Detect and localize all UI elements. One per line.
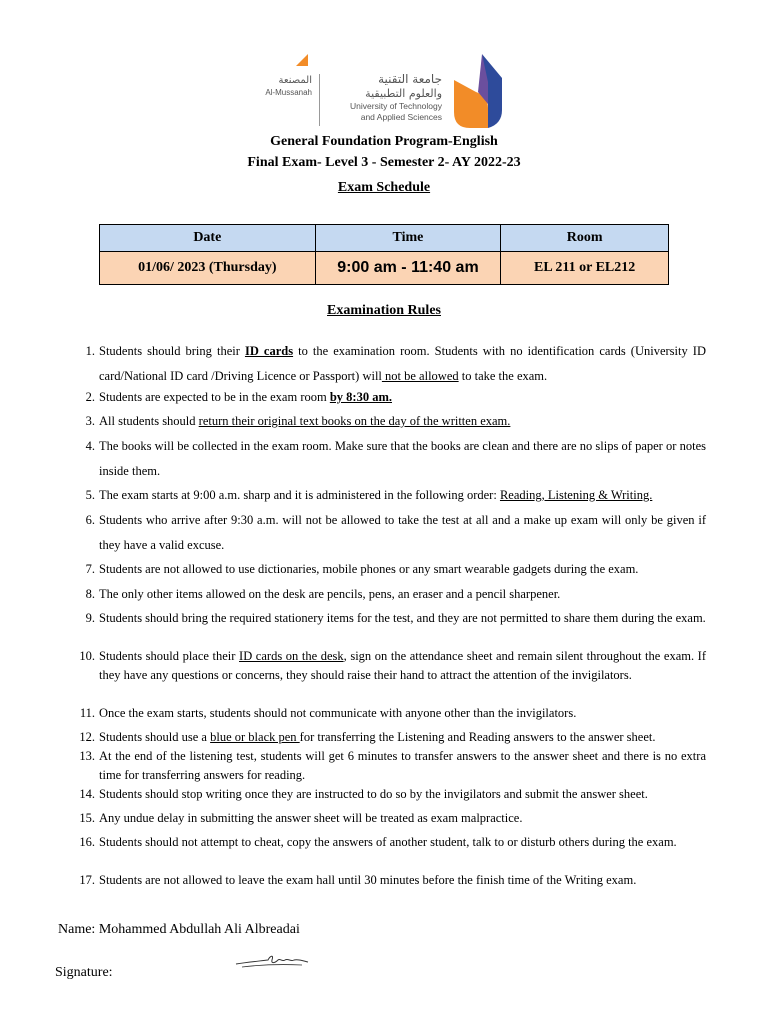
- rule-item-13: 13. At the end of the listening test, students will get 6 minutes to transfer answers to the answer sheet and there is no extra time for transferring answers for reading.: [79, 749, 706, 782]
- cell-room: EL 211 or EL212: [501, 252, 669, 285]
- program-title: General Foundation Program-English: [270, 134, 498, 149]
- rule-item-11: 11. Once the exam starts, students should not communicate with anyone other than the invigilators.: [79, 706, 577, 720]
- campus-name-english: Al-Mussanah: [265, 88, 312, 97]
- rule-item-3: 3. All students should return their original text books on the day of the written exam.: [85, 414, 511, 428]
- rule-item-7: 7. Students are not allowed to use dictionaries, mobile phones or any smart wearable gadgets during the exam.: [85, 562, 639, 576]
- table-header-row: [100, 225, 669, 252]
- campus-triangle-icon: [294, 52, 308, 66]
- logo-divider: [319, 74, 320, 126]
- header-date: Date: [100, 225, 316, 252]
- university-name: [330, 72, 442, 122]
- university-emblem-icon: [448, 52, 508, 132]
- campus-name-arabic: المصنعة: [278, 75, 312, 86]
- exam-title: Final Exam- Level 3 - Semester 2- AY 2022-23: [247, 155, 521, 170]
- university-name-english-line1: University of Technology: [350, 101, 442, 111]
- rule-item-6: 6. Students who arrive after 9:30 a.m. will not be allowed to take the test at all and a make up exam will only be given if they have a valid excuse.: [85, 513, 706, 552]
- rules-heading: Examination Rules: [327, 303, 441, 318]
- rule-item-1: 1. Students should bring their ID cards to the examination room. Students with no identification cards (University ID card/National ID card /Driving Licence or Passport) will not be allowed to take the exam.: [85, 344, 706, 383]
- table-row: [100, 252, 669, 285]
- campus-label: [262, 74, 312, 98]
- cell-date: 01/06/ 2023 (Thursday): [100, 252, 316, 285]
- rule-item-14: 14. Students should stop writing once they are instructed to do so by the invigilators and submit the answer sheet.: [79, 787, 648, 801]
- student-name: Name: Mohammed Abdullah Ali Albreadai: [58, 922, 300, 937]
- university-name-english-line2: and Applied Sciences: [360, 111, 442, 122]
- rule-item-4: 4. The books will be collected in the exam room. Make sure that the books are clean and there are no slips of paper or notes inside them.: [85, 439, 706, 478]
- rule-item-10: 10. Students should place their ID cards on the desk, sign on the attendance sheet and remain silent throughout the exam. If they have any questions or concerns, they should raise their hand to attract the attention of the invigilators.: [79, 649, 707, 682]
- rule-item-9: 9. Students should bring the required stationery items for the test, and they are not permitted to share them during the exam.: [85, 611, 706, 625]
- rule-item-17: 17. Students are not allowed to leave the exam hall until 30 minutes before the finish time of the Writing exam.: [79, 873, 637, 887]
- rule-item-8: 8. The only other items allowed on the desk are pencils, pens, an eraser and a pencil sharpener.: [85, 587, 561, 601]
- header-time: Time: [315, 225, 501, 252]
- exam-schedule-table: [99, 224, 669, 285]
- university-name-arabic-line1: جامعة التقنية: [378, 72, 442, 86]
- schedule-heading: Exam Schedule: [337, 180, 431, 195]
- signature-label: Signature:: [55, 965, 113, 980]
- rule-item-16: 16. Students should not attempt to cheat, copy the answers of another student, talk to or disturb others during the exam.: [79, 835, 677, 849]
- rule-item-5: 5. The exam starts at 9:00 a.m. sharp and it is administered in the following order: Reading, Listening & Writing.: [85, 488, 653, 502]
- rule-item-15: 15. Any undue delay in submitting the answer sheet will be treated as exam malpractice.: [79, 811, 523, 825]
- cell-time: 9:00 am - 11:40 am: [315, 252, 501, 285]
- university-logo: [262, 52, 508, 132]
- university-name-arabic-line2: والعلوم التطبيقية: [365, 87, 442, 100]
- rule-item-2: 2. Students are expected to be in the exam room by 8:30 am.: [85, 390, 392, 404]
- header-room: Room: [501, 225, 669, 252]
- rule-item-12: 12. Students should use a blue or black pen for transferring the Listening and Reading answers to the answer sheet.: [79, 730, 656, 744]
- handwritten-signature: [234, 950, 310, 972]
